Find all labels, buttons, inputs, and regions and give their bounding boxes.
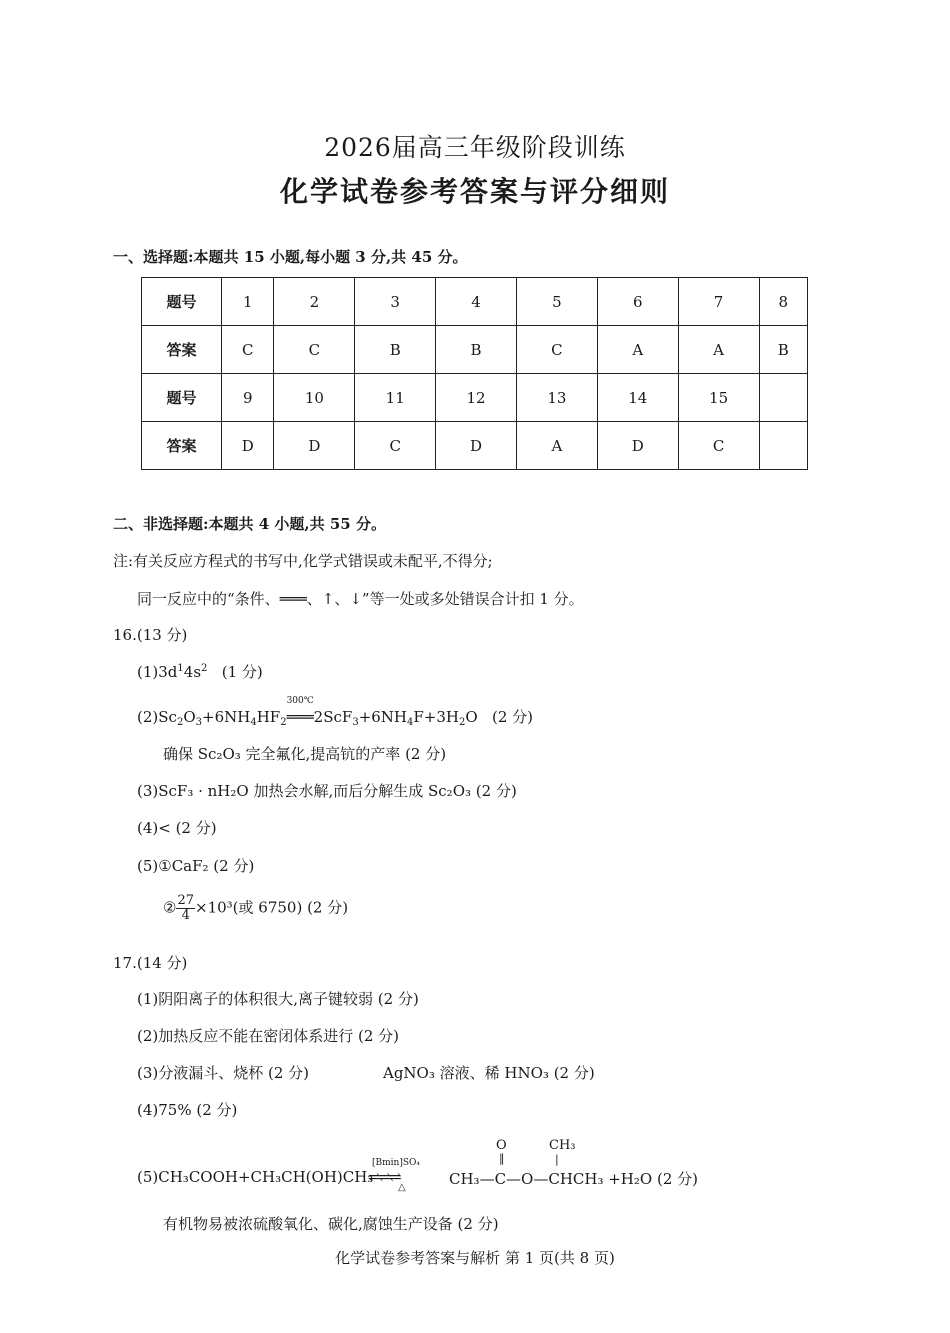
- carbonyl-oxygen-label: O: [496, 1138, 507, 1153]
- catalyst-label: [Bmin]SO₄: [372, 1158, 420, 1168]
- q16-part1-score: (1 分): [221, 663, 263, 681]
- note-line-2: 同一反应中的“条件、═══、↑、↓”等一处或多处错误合计扣 1 分。: [137, 590, 584, 608]
- q17-part4: (4)75% (2 分): [137, 1101, 238, 1119]
- q17-part3a: (3)分液漏斗、烧杯 (2 分): [137, 1064, 310, 1082]
- table-cell: 12: [436, 374, 517, 422]
- q17-part5-reactants: (5)CH₃COOH+CH₃CH(OH)CH₃: [137, 1168, 374, 1186]
- table-cell: C: [355, 422, 436, 470]
- q17-part5-product: CH₃—C—O—CHCH₃ +H₂O (2 分): [449, 1170, 698, 1188]
- circle-number: ②: [163, 898, 177, 917]
- q16-part5b: [163, 894, 348, 923]
- q16-part5b-rest: ×10³(或 6750) (2 分): [195, 898, 349, 917]
- table-cell: 7: [678, 278, 759, 326]
- fraction: [176, 894, 195, 923]
- table-cell: A: [597, 326, 678, 374]
- q16-part1-config-mid: 4s: [183, 663, 202, 681]
- table-row: [142, 422, 808, 470]
- section2-heading: 二、非选择题:本题共 4 小题,共 55 分。: [113, 515, 386, 533]
- exam-title: 2026届高三年级阶段训练: [324, 133, 626, 162]
- q16-part2-explanation: 确保 Sc₂O₃ 完全氟化,提高钪的产率 (2 分): [163, 745, 447, 763]
- q16-part3: (3)ScF₃ · nH₂O 加热会水解,而后分解生成 Sc₂O₃ (2 分): [137, 782, 517, 800]
- row-label: 答案: [142, 326, 222, 374]
- fraction-denominator: 4: [181, 908, 190, 923]
- table-cell: A: [516, 422, 597, 470]
- condition-label: 300℃: [286, 696, 314, 706]
- reaction-condition: 300℃ ═══: [286, 696, 314, 726]
- table-cell: 3: [355, 278, 436, 326]
- superscript: 1: [177, 663, 184, 674]
- superscript: 2: [201, 663, 208, 674]
- table-cell: 13: [516, 374, 597, 422]
- answer-table: [141, 277, 808, 470]
- table-cell: 8: [759, 278, 808, 326]
- q16-part1: [137, 661, 263, 682]
- table-cell: 6: [597, 278, 678, 326]
- table-cell: B: [759, 326, 808, 374]
- table-cell: 2: [274, 278, 355, 326]
- table-cell: D: [436, 422, 517, 470]
- document-title: 化学试卷参考答案与评分细则: [279, 175, 670, 208]
- q17-part5-note: 有机物易被浓硫酸氧化、碳化,腐蚀生产设备 (2 分): [163, 1215, 499, 1233]
- table-cell: [759, 374, 808, 422]
- double-bond-mark: ‖: [499, 1152, 505, 1165]
- table-row: [142, 278, 808, 326]
- table-cell: 11: [355, 374, 436, 422]
- table-cell: C: [678, 422, 759, 470]
- table-cell: [759, 422, 808, 470]
- q17-part3b: AgNO₃ 溶液、稀 HNO₃ (2 分): [383, 1064, 595, 1082]
- fraction-numerator: 27: [177, 893, 194, 908]
- q16-part1-config: (1)3d: [137, 663, 178, 681]
- q16-part4: (4)< (2 分): [137, 819, 217, 837]
- q17-part1: (1)阴阳离子的体积很大,离子键较弱 (2 分): [137, 990, 419, 1008]
- table-cell: C: [274, 326, 355, 374]
- heat-symbol: △: [398, 1182, 406, 1193]
- note-line-1: 注:有关反应方程式的书写中,化学式错误或未配平,不得分;: [113, 552, 493, 570]
- table-cell: 9: [222, 374, 274, 422]
- table-cell: D: [222, 422, 274, 470]
- page-footer: 化学试卷参考答案与解析 第 1 页(共 8 页): [335, 1249, 615, 1267]
- table-cell: 1: [222, 278, 274, 326]
- table-cell: D: [597, 422, 678, 470]
- table-cell: C: [222, 326, 274, 374]
- reversible-arrow: ⇌⇌⇌: [368, 1168, 400, 1186]
- section1-heading: 一、选择题:本题共 15 小题,每小题 3 分,共 45 分。: [113, 248, 468, 266]
- q16-part5a: (5)①CaF₂ (2 分): [137, 857, 255, 875]
- table-cell: B: [436, 326, 517, 374]
- row-label: 题号: [142, 374, 222, 422]
- methyl-branch-label: CH₃: [549, 1138, 576, 1153]
- table-cell: C: [516, 326, 597, 374]
- q16-heading: 16.(13 分): [113, 626, 188, 644]
- row-label: 答案: [142, 422, 222, 470]
- q17-part2: (2)加热反应不能在密闭体系进行 (2 分): [137, 1027, 400, 1045]
- table-cell: B: [355, 326, 436, 374]
- table-cell: A: [678, 326, 759, 374]
- table-cell: 15: [678, 374, 759, 422]
- table-row: [142, 374, 808, 422]
- table-cell: D: [274, 422, 355, 470]
- single-bond-mark: |: [555, 1153, 559, 1166]
- row-label: 题号: [142, 278, 222, 326]
- table-cell: 14: [597, 374, 678, 422]
- table-cell: 10: [274, 374, 355, 422]
- table-cell: 4: [436, 278, 517, 326]
- q17-heading: 17.(14 分): [113, 954, 188, 972]
- table-row: [142, 326, 808, 374]
- q16-part2-equation: $(2)Sc_2O_3+6NH_4HF_2$ 300℃ $═══2ScF_3+6NH_4F+3H_2O$ (2 分): [137, 696, 533, 728]
- table-cell: 5: [516, 278, 597, 326]
